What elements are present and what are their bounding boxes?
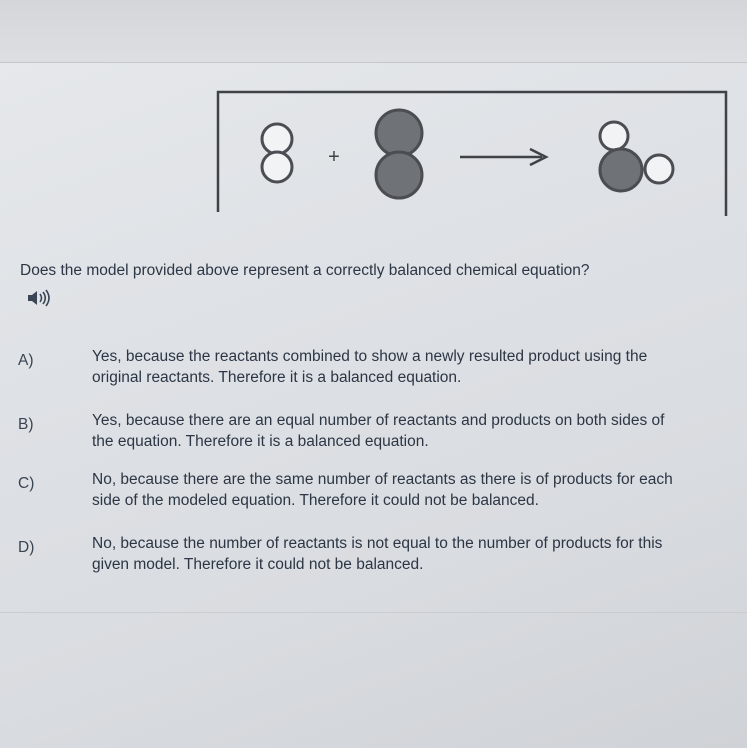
answer-option-a[interactable]	[16, 346, 696, 398]
white-atom	[262, 152, 292, 182]
product-molecule	[600, 122, 673, 191]
answer-option-d[interactable]	[16, 533, 696, 585]
option-text: Yes, because the reactants combined to show a newly resulted product using the original reactants. Therefore it is a balanced equation.	[92, 348, 648, 386]
option-letter: C)	[18, 475, 35, 492]
white-atom	[645, 155, 673, 183]
answer-option-c[interactable]	[16, 469, 696, 521]
white-atom	[262, 124, 292, 154]
reactant-2-molecule	[376, 110, 422, 198]
option-text: No, because there are the same number of reactants as there is of products for each side of the modeled equation. Therefore it could not be balanced.	[92, 471, 673, 509]
model-frame-border	[218, 92, 726, 216]
answer-option-b[interactable]	[16, 410, 696, 462]
speaker-icon[interactable]	[26, 288, 52, 308]
bottom-divider	[0, 612, 747, 613]
option-letter: B)	[18, 416, 34, 433]
reactant-1-molecule	[262, 124, 292, 182]
top-toolbar-strip	[0, 0, 747, 63]
gray-atom	[376, 110, 422, 156]
gray-atom	[600, 149, 642, 191]
option-text: Yes, because there are an equal number of reactants and products on both sides of the equation. Therefore it is a balanced equation.	[92, 412, 665, 450]
equation-model-diagram	[216, 86, 728, 216]
option-letter: D)	[18, 539, 35, 556]
white-atom	[600, 122, 628, 150]
plus-sign: +	[328, 146, 340, 168]
reaction-arrow	[460, 149, 546, 165]
option-letter: A)	[18, 352, 34, 369]
option-text: No, because the number of reactants is not equal to the number of products for this given model. Therefore it could not be balanced.	[92, 535, 663, 573]
gray-atom	[376, 152, 422, 198]
question-text: Does the model provided above represent a correctly balanced chemical equation?	[20, 262, 590, 279]
